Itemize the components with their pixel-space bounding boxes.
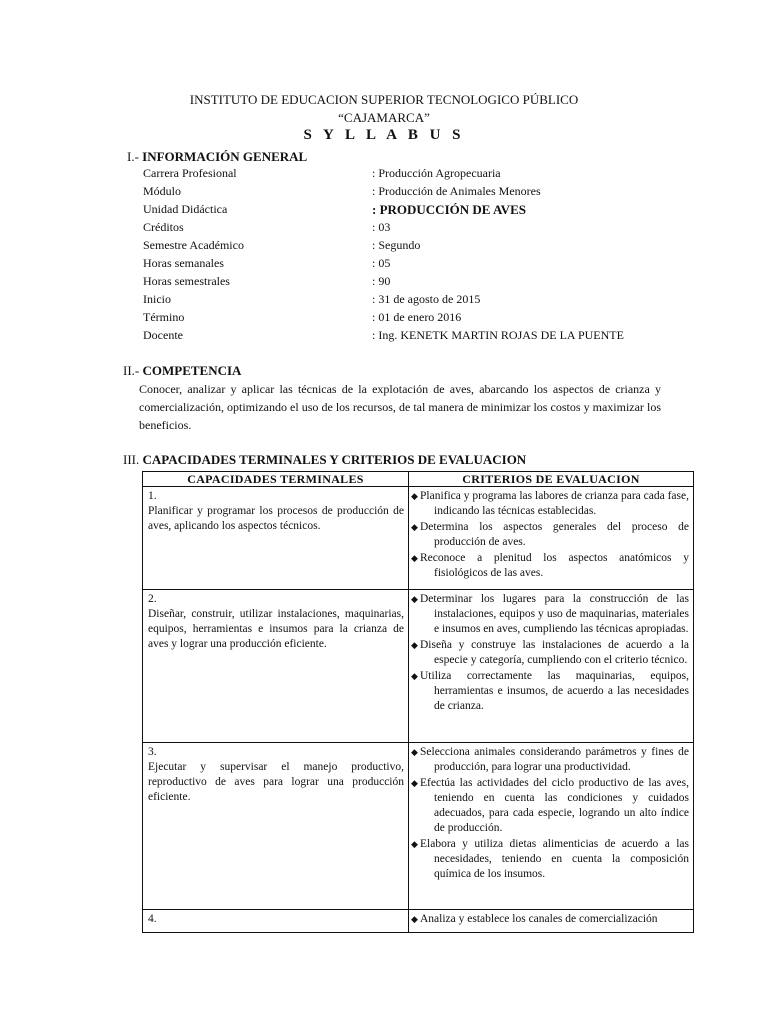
table-row [143,590,694,743]
info-value: : Segundo [372,238,421,252]
table-row [143,910,694,933]
criteria-list [411,745,689,882]
capacity-cell [143,743,409,910]
capacity-number: 1. [148,490,157,502]
info-value: : PRODUCCIÓN DE AVES [372,202,526,217]
section-title: INFORMACIÓN GENERAL [142,149,308,164]
capacity-cell [143,910,409,933]
competence-text: Conocer, analizar y aplicar las técnicas de la explotación de aves, abarcando los aspectos de crianza y comercialización, optimizando el uso de los recursos, de tal manera de minimizar los costos y maximizar los beneficios. [139,382,661,432]
section-title: COMPETENCIA [142,363,242,378]
info-row-semester-hours [143,274,703,292]
criteria-item: ◆ Determinar los lugares para la construcción de las instalaciones, equipos y uso de maquinarias, materiales e insumos en aves, cumpliendo las técnicas apropiadas. [411,593,689,635]
info-value: : 01 de enero 2016 [372,310,462,324]
criteria-item: ◆ Planifica y programa las labores de crianza para cada fase, indicando las técnicas establecidas. [411,490,689,517]
section-general-info-heading [127,149,307,165]
table-row [143,743,694,910]
criteria-cell [409,487,694,590]
capacities-table [142,471,694,933]
info-label: Horas semanales [143,256,224,270]
info-row-module [143,184,703,202]
criteria-item: ◆ Analiza y establece los canales de comercialización [411,913,658,925]
info-value: : 05 [372,256,391,270]
info-row-credits [143,220,703,238]
criteria-item: ◆ Elabora y utiliza dietas alimenticias de acuerdo a las necesidades, teniendo en cuenta la composición química de los insumos. [411,838,689,880]
section-number: II.- [123,363,140,378]
info-row-end [143,310,703,328]
info-value: : Producción Agropecuaria [372,166,501,180]
info-label: Créditos [143,220,184,234]
table-header-row [143,472,694,487]
info-row-semester [143,238,703,256]
section-number: I.- [127,149,139,164]
criteria-list [411,912,689,927]
info-row-didactic-unit [143,202,703,220]
criteria-item: ◆ Selecciona animales considerando parámetros y fines de producción, para lograr una productividad. [411,746,689,773]
diamond-bullet-icon: ◆ [411,778,418,788]
info-label: Horas semestrales [143,274,230,288]
section-number: III. [123,452,140,467]
diamond-bullet-icon: ◆ [411,640,418,650]
info-value: : 90 [372,274,391,288]
info-label: Inicio [143,292,171,306]
capacity-number: 3. [148,746,157,758]
section-capacities-heading [123,452,526,468]
info-label: Docente [143,328,183,342]
section-competence-heading [123,363,241,379]
diamond-bullet-icon: ◆ [411,594,418,604]
diamond-bullet-icon: ◆ [411,491,418,501]
capacity-cell [143,590,409,743]
info-value: : 03 [372,220,391,234]
criteria-list [411,489,689,581]
info-row-teacher [143,328,703,346]
table-row [143,487,694,590]
info-row-weekly-hours [143,256,703,274]
capacity-text: Planificar y programar los procesos de producción de aves, aplicando los aspectos técnicos. [148,505,404,532]
criteria-cell [409,910,694,933]
criteria-item: ◆ Reconoce a plenitud los aspectos anatómicos y fisiológicos de las aves. [411,552,689,579]
info-label: Carrera Profesional [143,166,237,180]
capacity-number: 2. [148,593,157,605]
info-row-start [143,292,703,310]
column-header-capacities: CAPACIDADES TERMINALES [143,472,409,487]
capacity-cell [143,487,409,590]
institute-city: “CAJAMARCA” [338,110,430,125]
info-value: : Ing. KENETK MARTIN ROJAS DE LA PUENTE [372,328,624,342]
institute-name: INSTITUTO DE EDUCACION SUPERIOR TECNOLOGICO PÚBLICO [189,92,579,107]
criteria-list [411,592,689,714]
criteria-cell [409,590,694,743]
diamond-bullet-icon: ◆ [411,914,418,924]
general-info-list [143,166,703,346]
criteria-item: ◆ Diseña y construye las instalaciones de acuerdo a la especie y categoría, cumpliendo con el criterio técnico. [411,639,689,666]
diamond-bullet-icon: ◆ [411,522,418,532]
diamond-bullet-icon: ◆ [411,747,418,757]
criteria-item: ◆ Efectúa las actividades del ciclo productivo de las aves, teniendo en cuenta las condiciones y cuidados adecuados, para cada especie, logrando un alto índice de producción. [411,777,689,834]
diamond-bullet-icon: ◆ [411,553,418,563]
diamond-bullet-icon: ◆ [411,839,418,849]
info-value: : 31 de agosto de 2015 [372,292,481,306]
column-header-criteria: CRITERIOS DE EVALUACION [409,472,694,487]
info-value: : Producción de Animales Menores [372,184,541,198]
capacity-text: Ejecutar y supervisar el manejo productivo, reproductivo de aves para lograr una producción eficiente. [148,761,404,803]
info-label: Unidad Didáctica [143,202,228,216]
info-label: Término [143,310,185,324]
diamond-bullet-icon: ◆ [411,671,418,681]
info-row-career [143,166,703,184]
capacity-text: Diseñar, construir, utilizar instalaciones, maquinarias, equipos, herramientas e insumos para la crianza de aves y lograr una producción eficiente. [148,608,404,650]
info-label: Semestre Académico [143,238,244,252]
criteria-item: ◆ Utiliza correctamente las maquinarias, equipos, herramientas e insumos, de acuerdo a las necesidades de crianza. [411,670,689,712]
info-label: Módulo [143,184,182,198]
document-title: S Y L L A B U S [303,127,465,143]
section-title: CAPACIDADES TERMINALES Y CRITERIOS DE EVALUACION [142,452,527,467]
criteria-item: ◆ Determina los aspectos generales del proceso de producción de aves. [411,521,689,548]
criteria-cell [409,743,694,910]
capacity-number: 4. [148,913,157,925]
